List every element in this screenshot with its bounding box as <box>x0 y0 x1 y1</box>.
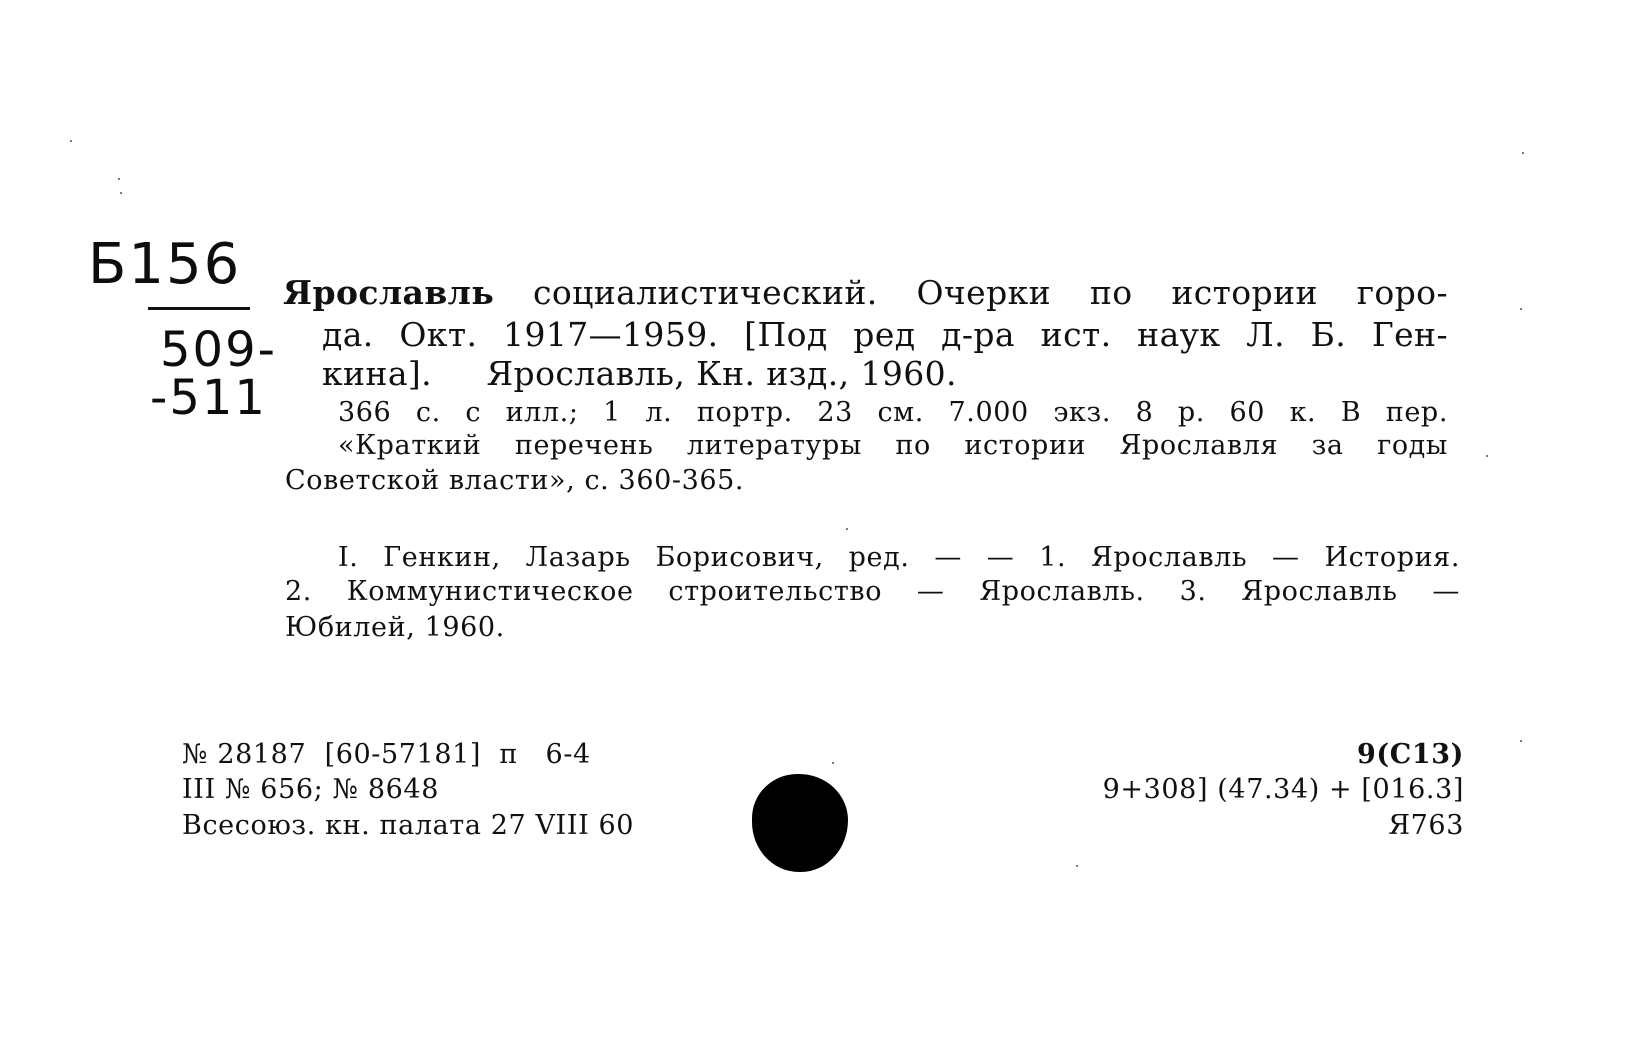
entry-note-line-2: Советской власти», с. 360-365. <box>285 465 745 496</box>
handwritten-page-range-end: -511 <box>150 370 267 426</box>
scan-speck <box>1076 865 1078 867</box>
tracings-line-2: 2. Коммунистическое строительство — Ярославль. 3. Ярославль — <box>285 576 1460 607</box>
entry-collation: 366 с. с илл.; 1 л. портр. 23 см. 7.000 экз. 8 р. 60 к. В пер. <box>338 397 1448 428</box>
tracings-line-3: Юбилей, 1960. <box>285 612 505 643</box>
scan-speck <box>1522 152 1524 154</box>
author-mark: Я763 <box>1388 810 1464 841</box>
scan-speck <box>118 178 120 180</box>
entry-imprint: кина]. Ярославль, Кн. изд., 1960. <box>322 354 957 393</box>
footer-card-number: № 28187 [60-57181] п 6-4 <box>182 739 591 770</box>
scan-speck <box>1486 455 1488 457</box>
entry-title-bold: Ярославль <box>283 273 495 312</box>
entry-title-rest: социалистический. Очерки по истории горо- <box>532 273 1448 312</box>
scan-speck <box>1520 308 1522 310</box>
classification-index: 9(С13) <box>1357 739 1464 770</box>
udc-index: 9+308] (47.34) + [016.3] <box>1102 774 1464 805</box>
footer-book-chamber: Всесоюз. кн. палата 27 VIII 60 <box>182 810 635 841</box>
scan-speck <box>846 528 848 530</box>
handwritten-page-range-start: 509- <box>160 322 277 378</box>
scan-speck <box>832 762 834 764</box>
handwritten-shelf-mark: Б156 <box>88 232 242 297</box>
entry-title-line-2: да. Окт. 1917—1959. [Под ред д-ра ист. наук Л. Б. Ген- <box>322 315 1448 354</box>
scan-speck <box>120 192 122 194</box>
entry-note-line-1: «Краткий перечень литературы по истории Ярославля за годы <box>338 430 1448 461</box>
scan-speck <box>70 140 72 142</box>
handwritten-rule <box>148 307 250 310</box>
entry-heading <box>283 273 1448 312</box>
punch-hole <box>752 774 848 872</box>
scan-speck <box>1520 740 1522 742</box>
footer-order-number: III № 656; № 8648 <box>182 774 439 805</box>
tracings-line-1: I. Генкин, Лазарь Борисович, ред. — — 1. Ярославль — История. <box>338 542 1460 573</box>
